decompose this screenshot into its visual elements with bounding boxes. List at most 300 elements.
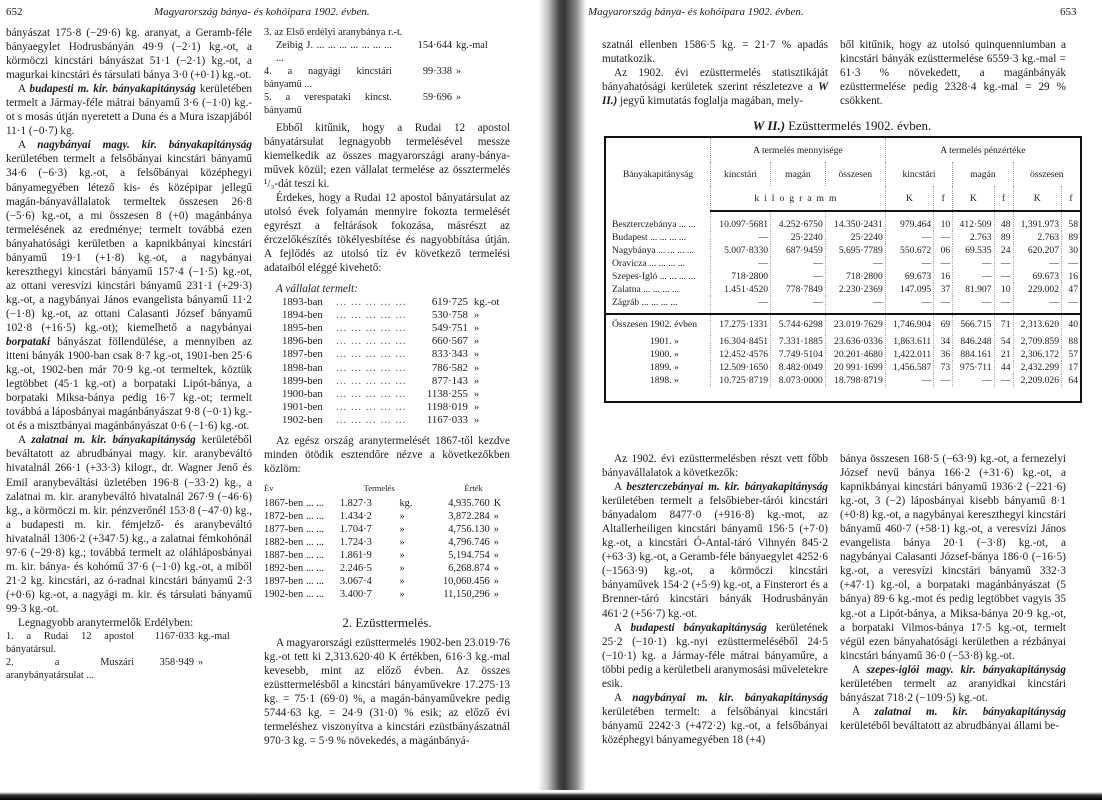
table-row [605, 257, 1081, 270]
year-cell: 1872-ben ... ... [264, 510, 325, 522]
district-cell: 1899. » [650, 362, 679, 373]
leader-dots: ... ... ... ... ... [336, 295, 407, 308]
year-cell: 1902-ben ... ... [264, 589, 325, 601]
v-total-K-cell: 2.763 [1013, 231, 1061, 244]
running-head: Magyarország bánya- és kohóipara 1902. évben. [588, 6, 804, 18]
table-spacer [605, 387, 1081, 402]
unit-header: f [1062, 186, 1082, 211]
unit-cell: » [399, 537, 405, 549]
production-cell: 1.724·3 [339, 537, 372, 549]
v-priv-f-cell: 24 [994, 244, 1013, 257]
v-state-f-cell: 36 [934, 348, 953, 361]
v-total-f-cell: 40 [1062, 314, 1082, 335]
v-priv-f-cell: 21 [994, 348, 1013, 361]
unit-cell: » [493, 524, 499, 536]
q-state-cell: 12.509·1650 [711, 361, 771, 374]
district-cell: Budapest ... ... ... ... [612, 232, 687, 243]
q-total-cell: 20 991·1699 [825, 361, 885, 374]
v-priv-K-cell: 566.715 [953, 314, 994, 335]
district-cell: Nagybánya ... ... ... ... [612, 245, 695, 256]
q-total-cell: 23.019·7629 [825, 314, 885, 335]
list-item: 4. a nagyági kincstári bányamű ... 99·338 » [264, 66, 462, 90]
v-total-K-cell: 2,306.172 [1013, 348, 1061, 361]
silver-production-table [604, 136, 1082, 403]
value-cell: 877·143 [431, 374, 468, 387]
q-total-cell: 5.695·7789 [825, 244, 885, 257]
v-priv-K-cell: — [953, 270, 994, 283]
q-state-cell: 10.725·8719 [711, 374, 771, 387]
v-priv-f-cell: — [994, 296, 1013, 314]
year-cell: 1902-ben [282, 414, 323, 427]
paragraph: A zalatnai m. kir. bányakapitányság kerületéből beváltatott az abrudbányai állami be- [840, 705, 1066, 732]
table-row [605, 374, 1081, 387]
list-item: 1. a Rudai 12 apostol bányatársul. 1167·033 kg.-mal [6, 631, 230, 656]
table-row [264, 562, 510, 575]
paragraph: szatnál ellenben 1586·5 kg. = 21·7 % apadás mutatkozik. [602, 39, 828, 66]
left-page [0, 0, 540, 800]
running-head: Magyarország bánya- és kohóipara 1902. évben. [154, 6, 370, 18]
v-state-K-cell: — [885, 374, 933, 387]
unit-cell: K [493, 497, 502, 509]
v-priv-f-cell: 71 [994, 314, 1013, 335]
year-cell: 1892-ben ... ... [264, 563, 325, 575]
q-priv-cell: 8.073·0000 [771, 374, 826, 387]
q-state-cell: 12.452·4576 [711, 348, 771, 361]
column-header: összesen [1013, 162, 1081, 186]
year-cell: 1897-ben ... ... [264, 576, 325, 588]
v-total-f-cell: 64 [1062, 374, 1082, 387]
q-total-cell: 20.201·4680 [825, 348, 885, 361]
list-item: 5. a verespataki kincst. bányamű 59·696 » [264, 92, 462, 116]
production-cell: 2.246·5 [339, 563, 372, 575]
v-priv-K-cell: 412·509 [953, 211, 994, 231]
q-total-cell: — [825, 296, 885, 314]
v-state-K-cell: 550.672 [885, 244, 933, 257]
v-priv-f-cell: 48 [994, 211, 1013, 231]
leader-dots: ... ... ... ... ... [336, 414, 407, 427]
unit-header: f [994, 186, 1013, 211]
value-cell: 619·725 [431, 295, 468, 308]
unit-header: kilogramm [711, 186, 886, 211]
table-row [605, 211, 1081, 231]
q-state-cell: 5.007·8330 [711, 244, 771, 257]
year-cell: 1898-ban [282, 361, 323, 374]
v-state-f-cell: 10 [934, 211, 953, 231]
page-number: 652 [6, 6, 23, 18]
year-cell: 1894-ben [282, 308, 323, 321]
paragraph: Érdekes, hogy a Rudai 12 apostol bányatársulat az utolsó évek folyamán mennyire fokozta termelését egyrészt a feltárások fokozása, másrészt az érczelőkészítés tökélyesbítése és nagyobbítása útján. A fejlődés az utolsó tíz év következő termelési adataiból eléggé kivehető: [264, 192, 510, 275]
v-priv-K-cell: — [953, 374, 994, 387]
v-priv-K-cell: 81.907 [953, 283, 994, 296]
q-priv-cell: — [771, 257, 826, 270]
year-cell: 1897-ben [282, 348, 323, 361]
v-priv-f-cell: 44 [994, 361, 1013, 374]
leader-dots: ... ... ... ... ... [336, 387, 407, 400]
value-cell: 4,935.760 [448, 497, 490, 509]
unit-cell: » [399, 550, 405, 562]
v-priv-f-cell: 10 [994, 283, 1013, 296]
column-header: kincstári [885, 162, 952, 186]
q-priv-cell: 8.482·0049 [771, 361, 826, 374]
year-cell: 1877-ben ... ... [264, 524, 325, 536]
district-heading: budapesti bányakapitányság [630, 621, 767, 634]
table-row [264, 588, 510, 601]
v-priv-K-cell: 69.535 [953, 244, 994, 257]
value-cell: 5,194.754 [448, 550, 490, 562]
year-cell: 1867-ben ... ... [264, 497, 325, 509]
v-state-f-cell: 69 [934, 314, 953, 335]
q-priv-cell: 7.331·1885 [771, 335, 826, 348]
paragraph: A nagybányai magy. kir. bányakapitányság kerületében termelt a felsőbányai kincstári bányamű 34·6 (−6·3) kg.-ot, a felsőbányai középhegyi bányamegyében létező kis- és középipar jellegű magán-bányavállalatok termeltek összesen 26·8 (−5·6) kg.-ot, a mi összesen 8 (+0) magánbánya termelésének az eredménye; termelt továbbá ezen bányahatósági kerületben a kapnikbányai kincstári bányamű 19·1 (+1·8) kg.-ot, a nagybányai kereszthegyi kincstári bányamű 157·4 (−1·5) kg.-ot, az ottani veresvízi kincstári bányamű 231·1 (+29·3) kg.-ot, a nagybányai János evangelista bányamű 11·2 (−1·8) kg.-ot, az ottani Calasanti József bányamű 102·8 (+16·5) kg.-ot); kiemelhető a nagybányai borpataki bányászat föllendülése, a mennyiben az itteni bányák 1900-ban csak 8·7 kg.-ot, 1901-ben 25·6 kg.-ot, 1902-ben már 70·9 kg.-ot termeltek, köztük legtöbbet (45·1 kg.-ot) a borpataki Lipót-bánya, a borpataki Miksa-bánya pedig 16·7 kg.-ot; termelt továbbá a láposbányai magánbányászat 9·8 (−0·1) kg.-ot és a misztbányai magánbányászat 0·6 (−1·6) kg.-ot. [6, 139, 253, 433]
q-total-cell: 14.350·2431 [825, 211, 885, 231]
unit-cell: » [473, 414, 480, 427]
value-cell: 10,060.456 [442, 576, 490, 588]
unit-cell: » [473, 361, 480, 374]
table-row [605, 361, 1081, 374]
paragraph: bánya összesen 168·5 (−63·9) kg.-ot, a fernezelyi József nevű bánya 166·2 (+31·6) kg.-ot, a kapnikbányai kincstári bányamű 1936·2 (−221·6) kg.-ot, 3 (−2) láposbányai kisebb bányamű 8·1 (+0·8) kg.-ot, a nagybányai kereszthegyi kincstári bányamű 460·7 (+58·1) kg.-ot, a veresvízi János evangelista bánya 20·1 (−3·8) kg.-ot, a nagybányai Calasanti József-bánya 186·0 (−16·5) kg.-ot, a veresvízi kincstári bányamű 332·3 (+47·1) kg.-ol, a borpataki magánbányászat (5 bánya) 89·6 kg.-mot és pedig legtöbbet vagyis 35 kg.-ot a Lipót-bánya, a Miksa-bánya 20·9 kg.-ot, a borpataki Vilmos-bánya 17·5 kg.-ot, termelt végül ezen bányahatósági kerületben a rézbányai kincstári bányamű 36·0 (−53·8) kg.-ot. [840, 453, 1066, 662]
district-heading: szepes-iglói magy. kir. bányakapitányság [866, 663, 1066, 676]
district-cell: Szepes-Igló ... ... ... ... [612, 271, 696, 282]
v-total-f-cell: 16 [1062, 270, 1082, 283]
district-cell: Összesen 1902. évben [605, 314, 711, 335]
value-cell: 1167·033 [426, 414, 468, 427]
q-state-cell: — [711, 231, 771, 244]
v-total-f-cell: 88 [1062, 335, 1082, 348]
year-cell: 1899-ben [282, 374, 323, 387]
table-row [605, 296, 1081, 314]
left-column-1 [6, 26, 252, 682]
unit-cell: » [493, 537, 499, 549]
q-priv-cell: 4.252·6750 [771, 211, 826, 231]
paragraph: bányászat 175·8 (−29·6) kg. aranyat, a Geramb-féle bányaegylet Hodrusbányán 49·9 (−2·1) kg.-ot, a körmöczi kincstári bányászat 51·1 (−2·1) kg.-ot, a magurkai kincstári és társulati bánya 3·0 (+0·1) kg.-ot. [6, 27, 252, 82]
unit-cell: » [493, 563, 499, 575]
v-state-f-cell: 06 [934, 244, 953, 257]
table-row [264, 536, 510, 549]
v-priv-K-cell: — [953, 296, 994, 314]
gold-production-table [264, 482, 510, 602]
v-state-K-cell: 1,422.011 [885, 348, 933, 361]
district-heading: beszterczebányai m. kir. bányakapitányság [626, 481, 828, 494]
v-total-f-cell: — [1062, 296, 1082, 314]
q-state-cell: — [711, 296, 771, 314]
v-total-f-cell: 17 [1062, 361, 1082, 374]
table-row [282, 335, 510, 348]
q-total-cell: 25·2240 [825, 231, 885, 244]
v-total-K-cell: 69.673 [1013, 270, 1061, 283]
right-top-column-2 [840, 38, 1066, 108]
q-priv-cell: 778·7849 [771, 283, 826, 296]
paragraph: ből kitűnik, hogy az utolsó quinquenniumban a kincstári bányák ezüsttermelése 6559·3 kg.-mal = 61·3 % növekedett, a magánbányák ezüsttermelése pedig 2328·4 kg.-mal = 29 % csökkent. [840, 39, 1066, 108]
district-heading: zalatnai m. kir. bányakapitányság [31, 434, 196, 447]
q-total-cell: 23.636·0336 [825, 335, 885, 348]
leader-dots: ... ... ... ... ... [336, 348, 407, 361]
production-cell: 1.827·3 [339, 497, 372, 509]
producer-list [6, 630, 252, 682]
district-cell: Oravicza ... ... ... ... [612, 258, 685, 269]
table-row [282, 348, 510, 361]
unit-cell: » [399, 563, 405, 575]
q-state-cell: — [711, 257, 771, 270]
right-page [582, 0, 1102, 800]
unit-cell: » [493, 550, 499, 562]
q-total-cell: 18.798·8719 [825, 374, 885, 387]
page-number: 653 [1060, 6, 1077, 18]
left-column-2 [264, 26, 510, 748]
table-caption: W II.) Ezüsttermelés 1902. évben. [752, 118, 932, 133]
column-header: kincstári [711, 162, 771, 186]
q-priv-cell: — [771, 270, 826, 283]
q-priv-cell: — [771, 296, 826, 314]
leader-dots: ... ... ... ... ... [336, 321, 407, 334]
value-cell: 549·751 [431, 321, 468, 334]
v-state-K-cell: 1,456.587 [885, 361, 933, 374]
year-cell: 1895-ben [282, 321, 323, 334]
district-cell: Zalatna ... ... ... ... [612, 284, 680, 295]
table-row [282, 362, 510, 375]
spacer-cell [605, 387, 1081, 402]
producer-list [264, 26, 510, 117]
table-row [282, 414, 510, 427]
district-cell: 1898. » [650, 375, 679, 386]
v-priv-K-cell: 884.161 [953, 348, 994, 361]
unit-header: K [885, 186, 933, 211]
v-state-f-cell: 16 [934, 270, 953, 283]
v-total-f-cell: 58 [1062, 211, 1082, 231]
year-cell: 1901-ben [282, 401, 323, 414]
paragraph: Az 1902. évi ezüsttermelés statisztikáját bányahatósági kerületek szerint részletezve a W II.) jegyű kimutatás foglalja magában, mely- [602, 67, 829, 108]
unit-cell: » [493, 510, 499, 522]
table-row [605, 244, 1081, 257]
unit-cell: » [399, 589, 405, 601]
value-cell: 1138·255 [426, 387, 468, 400]
table-row [282, 375, 510, 388]
table-row [605, 231, 1081, 244]
v-state-K-cell: 69.673 [885, 270, 933, 283]
list-item: 3. az Első erdélyi aranybánya r.-t. [264, 27, 403, 38]
section-title: 2. Ezüsttermelés. [342, 614, 432, 630]
q-total-cell: 718·2800 [825, 270, 885, 283]
unit-cell: » [493, 576, 499, 588]
right-top-column-1 [602, 38, 828, 108]
paragraph: A budapesti m. kir. bányakapitányság kerületében termelt a Jármay-féle mátrai bányamű 3·6 (−1·0) kg.-ot s mosás útján nyeretett a Duna és a Mura iszapjából 11·1 (−0·7) kg. [6, 83, 253, 138]
table-row [264, 575, 510, 588]
q-priv-cell: 7.749·5104 [771, 348, 826, 361]
unit-cell: » [473, 374, 480, 387]
paragraph: Az 1902. évi ezüsttermelésben részt vett főbb bányavállalatok a következők: [602, 453, 828, 480]
district-heading: budapesti m. kir. bányakapitányság [29, 83, 196, 96]
v-total-f-cell: 47 [1062, 283, 1082, 296]
unit-cell: » [473, 321, 480, 334]
subheading: A vállalat termelt: [276, 282, 358, 295]
v-state-K-cell: 979.464 [885, 211, 933, 231]
table-row [264, 497, 510, 510]
v-total-f-cell: 89 [1062, 231, 1082, 244]
q-state-cell: 16.304·8451 [711, 335, 771, 348]
column-group-value: A termelés pénzértéke [885, 137, 1081, 162]
table-row [264, 549, 510, 562]
v-priv-f-cell: 89 [994, 231, 1013, 244]
paragraph: A szepes-iglói magy. kir. bányakapitányság kerületében termelt az aranyidkai kincstári bányászat 718·2 (−109·5) kg.-ot. [840, 663, 1066, 704]
column-group-quantity: A termelés mennyisége [711, 137, 886, 162]
q-state-cell: 1.451·4520 [711, 283, 771, 296]
unit-cell: » [473, 348, 480, 361]
column-header: magán [771, 162, 826, 186]
table-row [282, 401, 510, 414]
right-bottom-column-1 [602, 452, 828, 747]
v-total-K-cell: — [1013, 296, 1061, 314]
district-heading: nagybányai magy. kir. bányakapitányság [37, 139, 252, 152]
v-state-f-cell: — [934, 257, 953, 270]
district-cell: Beszterczebánya ... ... [612, 218, 696, 230]
paragraph: Ebből kitűnik, hogy a Rudai 12 apostol bányatársulat legnagyobb termelésével messze kiemelkedik az összes magyarországi arany-bánya-művek közül; ezen vállalat termelése az össztermelés ¹/₃-dát teszi ki. [264, 122, 510, 191]
v-total-K-cell: 2,709.859 [1013, 335, 1061, 348]
book-gutter [538, 0, 586, 790]
q-state-cell: 10.097·5681 [711, 211, 771, 231]
q-priv-cell: 25·2240 [771, 231, 826, 244]
value-cell: 4,756.130 [448, 524, 490, 536]
table-row [605, 283, 1081, 296]
v-state-K-cell: — [885, 296, 933, 314]
paragraph: A beszterczebányai m. kir. bányakapitányság kerületében termelt a felsőbieber-tárói kincstári bányadalom 8477·0 (+916·8) kg.-mot, az Altallerheiligen kincstári bányamű 156·5 (+7·0) kg.-ot, a kincstári Ó-Antal-táró Vihnyén 845·2 (+63·3) kg.-ot, a Geramb-féle bányaegylet 4252·6 (−1563·9) kg.-ot, a körmöczi kincstári bányaművek 154·2 (+5·9) kg.-ot, a Finsterort és a Brenner-táró kincstári bányák Hodrusbányán 461·2 (+56·7) kg.-ot. [602, 481, 828, 620]
paragraph: Az egész ország aranytermelését 1867-től kezdve minden ötödik esztendőre nézve a következőkben közlöm: [264, 434, 510, 475]
district-cell: Zágráb ... ... ... ... [612, 297, 678, 308]
paragraph: Legnagyobb aranytermelők Erdélyben: [18, 616, 194, 629]
v-state-f-cell: 34 [934, 335, 953, 348]
table-row [605, 335, 1081, 348]
value-cell: 4,796.746 [448, 537, 490, 549]
v-state-f-cell: 73 [934, 361, 953, 374]
paragraph: A magyarországi ezüsttermelés 1902-ben 23.019·76 kg.-ot tett ki 2,313.620·40 K értékben, 616·3 kg.-mal kevesebb, mint az előző évben. Az összes ezüsttermelésből a kincstári bányaművekre 17.275·13 kg. = 75·1 (69·0) %, a magán-bányaművekre pedig 5744·63 kg. = 24·9 (31·0) % esik; az előző évi termeléshez viszonyítva a kincstári ezüstbányászatnál 970·3 kg. = 5·9 % növekedés, a magánbányá- [264, 636, 510, 747]
production-cell: 3.067·4 [339, 576, 372, 588]
unit-cell: » [493, 589, 499, 601]
list-item: Zeibig J. ... ... ... ... ... ... ... ... 154·644 kg.-mal [276, 40, 488, 64]
value-cell: 1198·019 [426, 401, 468, 414]
column-header: magán [953, 162, 1013, 186]
v-total-f-cell: 30 [1062, 244, 1082, 257]
v-total-K-cell: 620.207 [1013, 244, 1061, 257]
year-cell: 1896-ben [282, 335, 323, 348]
unit-cell: » [473, 387, 480, 400]
table-row [282, 296, 510, 309]
year-cell: 1900-ban [282, 387, 323, 400]
v-state-f-cell: 37 [934, 283, 953, 296]
leader-dots: ... ... ... ... ... [336, 361, 407, 374]
right-bottom-column-2 [840, 452, 1066, 733]
table-row [264, 523, 510, 536]
v-state-f-cell: — [934, 374, 953, 387]
leader-dots: ... ... ... ... ... [336, 401, 407, 414]
v-total-K-cell: 229.002 [1013, 283, 1061, 296]
unit-header: K [1013, 186, 1061, 211]
year-cell: 1893-ban [282, 295, 323, 308]
v-state-K-cell: 147.095 [885, 283, 933, 296]
column-header-district: Bányakapitányság [622, 169, 694, 180]
district-heading: nagybányai m. kir. bányakapitányság [632, 691, 828, 704]
table-row [605, 270, 1081, 283]
value-cell: 3,872.284 [448, 510, 490, 522]
v-state-K-cell: 1,746.904 [885, 314, 933, 335]
unit-cell: » [399, 510, 405, 522]
value-cell: 833·343 [431, 348, 468, 361]
unit-cell: » [399, 576, 405, 588]
unit-cell: kg. [399, 497, 413, 509]
q-total-cell: — [825, 257, 885, 270]
unit-cell: » [399, 524, 405, 536]
value-cell: 786·582 [431, 361, 468, 374]
year-cell: 1882-ben ... ... [264, 537, 325, 549]
v-priv-K-cell: — [953, 257, 994, 270]
v-state-K-cell: — [885, 231, 933, 244]
q-priv-cell: 5.744·6298 [771, 314, 826, 335]
table-header: Év Termelés Érték [264, 482, 483, 493]
unit-cell: » [473, 308, 480, 321]
v-priv-f-cell: 54 [994, 335, 1013, 348]
unit-cell: kg.-ot [473, 295, 500, 308]
v-total-K-cell: 1,391.973 [1013, 211, 1061, 231]
q-state-cell: 17.275·1331 [711, 314, 771, 335]
production-cell: 3.400·7 [339, 589, 372, 601]
v-priv-K-cell: 2.763 [953, 231, 994, 244]
q-priv-cell: 687·9459 [771, 244, 826, 257]
v-state-K-cell: 1,863.611 [885, 335, 933, 348]
paragraph: A nagybányai m. kir. bányakapitányság kerületében termelt: a felsőbányai kincstári bányamű 2242·3 (+472·2) kg.-ot, a felsőbányai középhegyi bányamegyében 18 (+4) [602, 691, 828, 746]
v-total-f-cell: — [1062, 257, 1082, 270]
value-cell: 6,268.874 [448, 563, 490, 575]
v-state-f-cell: — [934, 231, 953, 244]
table-row [282, 309, 510, 322]
paragraph: A budapesti bányakapitányság kerületének 25·2 (−10·1) kg.-nyi ezüsttermeléséből 24·5 (−10·1) kg. a Jármay-féle mátrai bányaműre, a többi pedig a kerületbeli aranymosási műveletekre esik. [602, 621, 829, 690]
table-row [282, 322, 510, 335]
district-heading: zalatnai m. kir. bányakapitányság [874, 705, 1066, 718]
leader-dots: ... ... ... ... ... [336, 374, 407, 387]
v-total-K-cell: 2,209.026 [1013, 374, 1061, 387]
v-priv-f-cell: — [994, 374, 1013, 387]
district-cell: 1900. » [650, 349, 679, 360]
v-state-f-cell: — [934, 296, 953, 314]
v-priv-f-cell: — [994, 257, 1013, 270]
table-row [605, 348, 1081, 361]
production-cell: 1.434·2 [339, 510, 372, 522]
production-cell: 1.861·9 [339, 550, 372, 562]
v-priv-K-cell: 846.248 [953, 335, 994, 348]
v-total-K-cell: 2,313.620 [1013, 314, 1061, 335]
year-cell: 1887-ben ... ... [264, 550, 325, 562]
v-priv-K-cell: 975·711 [953, 361, 994, 374]
company-yearly-table [282, 296, 510, 428]
value-cell: 660·567 [431, 335, 468, 348]
column-header: összesen [825, 162, 885, 186]
table-row [264, 510, 510, 523]
v-total-K-cell: — [1013, 257, 1061, 270]
q-total-cell: 2.230·2369 [825, 283, 885, 296]
leader-dots: ... ... ... ... ... [336, 308, 407, 321]
unit-header: f [934, 186, 953, 211]
table-row [282, 388, 510, 401]
production-cell: 1.704·7 [339, 524, 372, 536]
list-item: 2. a Muszári aranybányatársulat ... 358·949 » [6, 657, 204, 682]
q-state-cell: 718·2800 [711, 270, 771, 283]
leader-dots: ... ... ... ... ... [336, 335, 407, 348]
v-total-f-cell: 57 [1062, 348, 1082, 361]
table-row [605, 314, 1081, 335]
paragraph: A zalatnai m. kir. bányakapitányság kerületéből beváltatott az abrudbányai magy. kir. aranybeváltó hivatalnál 266·1 (+33·3) kilogr., dr. Wagner Jenő és Emil aranybeváltási üzletében 196·8 (−33·2) kg., a zalatnai m. kir. aranybeváltó hivatalnál 267·9 (−46·6) kg., a körmöczi m. kir. pénzverőnél 153·8 (−47·0) kg., a budapesti m. kir. fémjelző- és aranybeváltó hivatalnál 1306·2 (+347·5) kg., a zalatnai fémkohónál 97·6 (−29·8) kg.; továbbá termelt az oláhláposbányai m. kir. bánya- és kohómű 37·6 (−1·0) kg.-ot, a miből 21·2 kg. kincstári, az ó-radnai kincstári bányamű 2·3 (+0·6) kg.-ot, a nagyági m. kir. és társulati bányamű 99·3 kg.-ot. [6, 434, 253, 615]
value-cell: 11,150,296 [443, 589, 490, 601]
unit-cell: » [473, 335, 480, 348]
unit-header: K [953, 186, 994, 211]
v-total-K-cell: 2,432.299 [1013, 361, 1061, 374]
district-cell: 1901. » [650, 336, 679, 347]
unit-cell: » [473, 401, 480, 414]
